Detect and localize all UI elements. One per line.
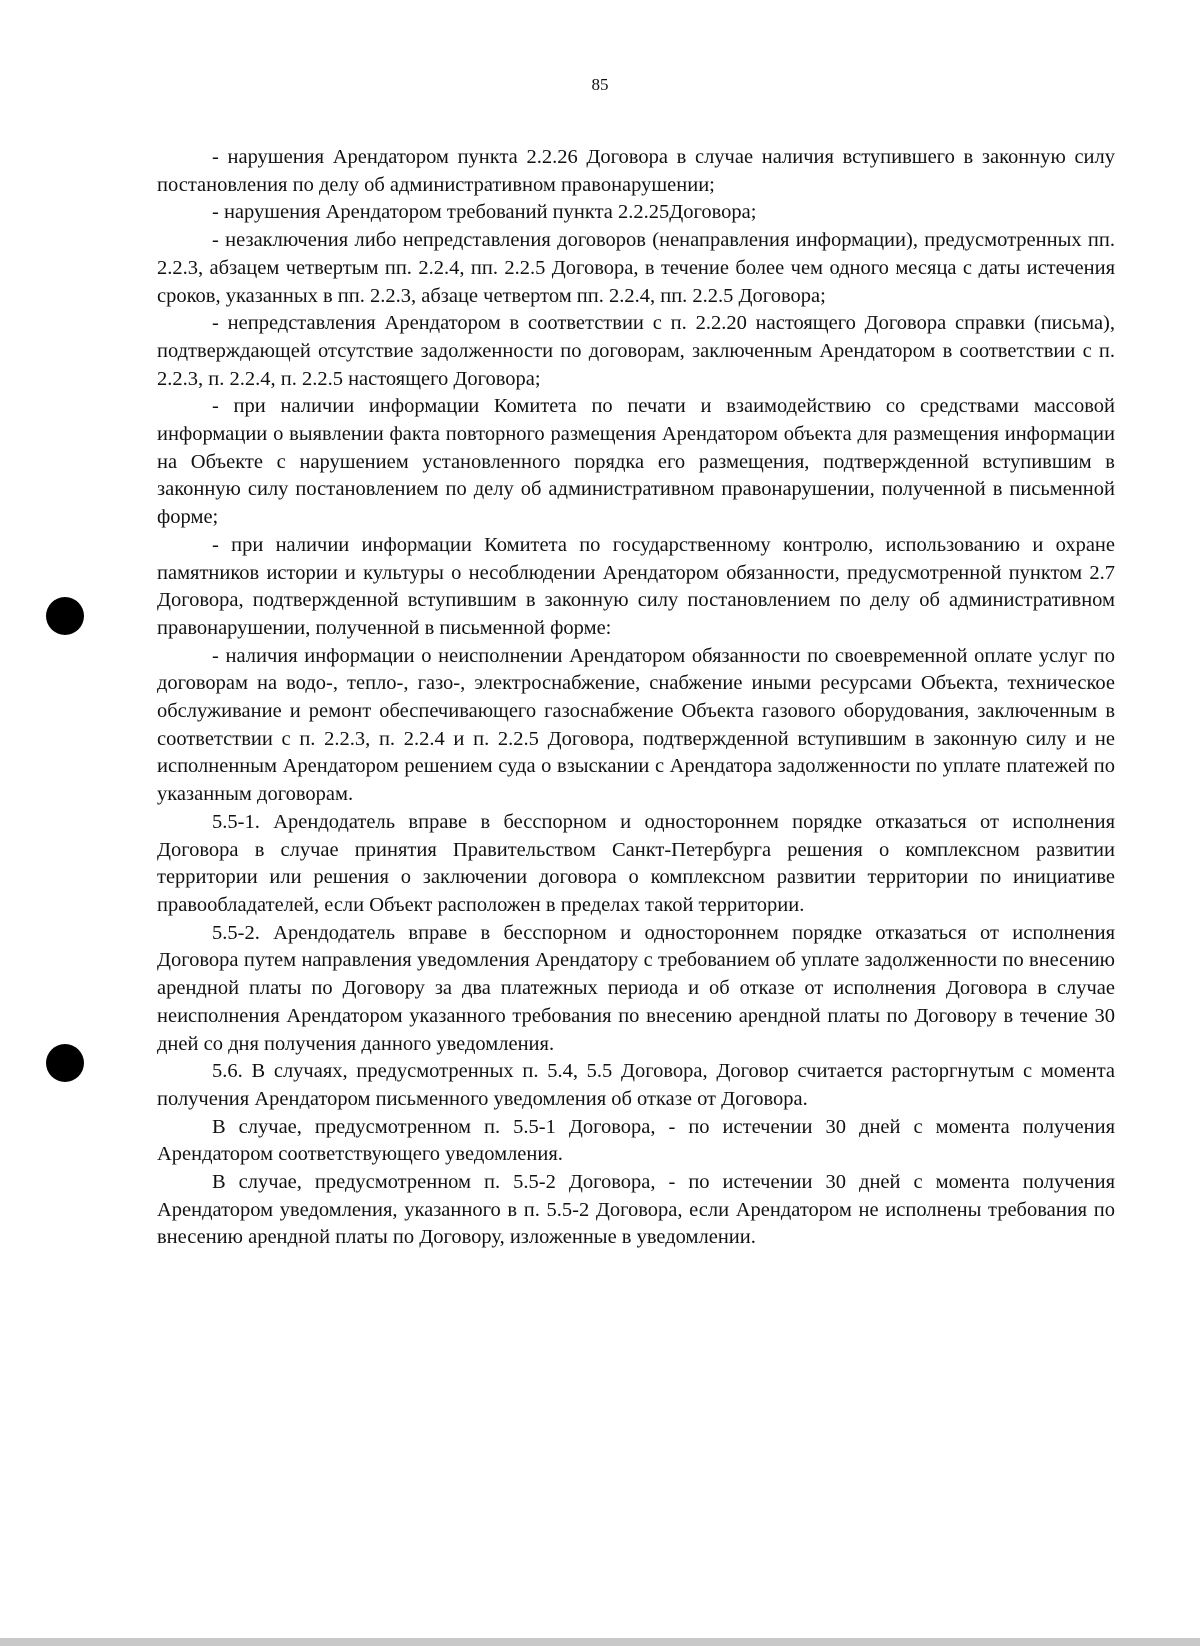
scan-bottom-edge xyxy=(0,1638,1200,1646)
paragraph-case-5-5-2: В случае, предусмотренном п. 5.5-2 Договора, - по истечении 30 дней с момента получения Арендатором уведомления, указанного в п. 5.5-2 Договора, если Арендатором не исполнены требования по внесению арендной платы по Договору, изложенные в уведомлении. xyxy=(157,1171,1115,1249)
paragraph-contracts-not-concluded: - незаключения либо непредставления договоров (ненаправления информации), предусмотренных пп. 2.2.3, абзацем четвертым пп. 2.2.4, пп. 2.2.5 Договора, в течение более чем одного месяца с даты истечения сроков, указанных в пп. 2.2.3, абзаце четвертом пп. 2.2.4, пп. 2.2.5 Договора; xyxy=(157,229,1115,307)
document-body xyxy=(157,144,1115,1252)
paragraph-clause-2-2-25: - нарушения Арендатором требований пункта 2.2.25Договора; xyxy=(212,201,757,224)
paragraph-debt-certificate: - непредставления Арендатором в соответствии с п. 2.2.20 настоящего Договора справки (письма), подтверждающей отсутствие задолженности по договорам, заключенным Арендатором в соответствии с п. 2.2.3, п. 2.2.4, п. 2.2.5 настоящего Договора; xyxy=(157,312,1115,390)
paragraph-case-5-5-1: В случае, предусмотренном п. 5.5-1 Договора, - по истечении 30 дней с момента получения Арендатором соответствующего уведомления. xyxy=(157,1115,1115,1166)
punch-hole-top xyxy=(46,597,84,635)
paragraph-clause-5-6: 5.6. В случаях, предусмотренных п. 5.4, 5.5 Договора, Договор считается расторгнутым с момента получения Арендатором письменного уведомления об отказе от Договора. xyxy=(157,1060,1115,1110)
paragraph-clause-5-5-2: 5.5-2. Арендодатель вправе в бесспорном и одностороннем порядке отказаться от исполнения Договора путем направления уведомления Арендатору с требованием об уплате задолженности по внесению арендной платы по Договору за два платежных периода и об отказе от исполнения Договора в случае неисполнения Арендатором указанного требования по внесению арендной платы по Договору в течение 30 дней со дня получения данного уведомления. xyxy=(157,921,1115,1055)
page-number: 85 xyxy=(591,75,609,94)
paragraph-clause-2-2-26: - нарушения Арендатором пункта 2.2.26 Договора в случае наличия вступившего в законную силу постановления по делу об административном правонарушении; xyxy=(157,146,1115,196)
paragraph-press-committee: - при наличии информации Комитета по печати и взаимодействию со средствами массовой информации о выявлении факта повторного размещения Арендатором объекта для размещения информации на Объекте с нарушением установленного порядка его размещения, подтвержденной вступившим в законную силу постановлением по делу об административном правонарушении, полученной в письменной форме; xyxy=(157,395,1115,529)
paragraph-heritage-committee: - при наличии информации Комитета по государственному контролю, использованию и охране памятников истории и культуры о несоблюдении Арендатором обязанности, предусмотренной пунктом 2.7 Договора, подтвержденной вступившим в законную силу постановлением по делу об административном правонарушении, полученной в письменной форме: xyxy=(157,533,1115,639)
punch-hole-bottom xyxy=(46,1044,84,1082)
paragraph-clause-5-5-1: 5.5-1. Арендодатель вправе в бесспорном и одностороннем порядке отказаться от исполнения Договора в случае принятия Правительством Санкт-Петербурга решения о комплексном развитии территории или решения о заключении договора о комплексном развитии территории по инициативе правообладателей, если Объект расположен в пределах такой территории. xyxy=(157,810,1115,916)
paragraph-utility-payments: - наличия информации о неисполнении Арендатором обязанности по своевременной оплате услуг по договорам на водо-, тепло-, газо-, электроснабжение, снабжение иными ресурсами Объекта, техническое обслуживание и ремонт обеспечивающего газоснабжение Объекта газового оборудования, заключенным в соответствии с п. 2.2.3, п. 2.2.4 и п. 2.2.5 Договора, подтвержденной вступившим в законную силу и не исполненным Арендатором решением суда о взыскании с Арендатора задолженности по уплате платежей по указанным договорам. xyxy=(157,644,1115,806)
